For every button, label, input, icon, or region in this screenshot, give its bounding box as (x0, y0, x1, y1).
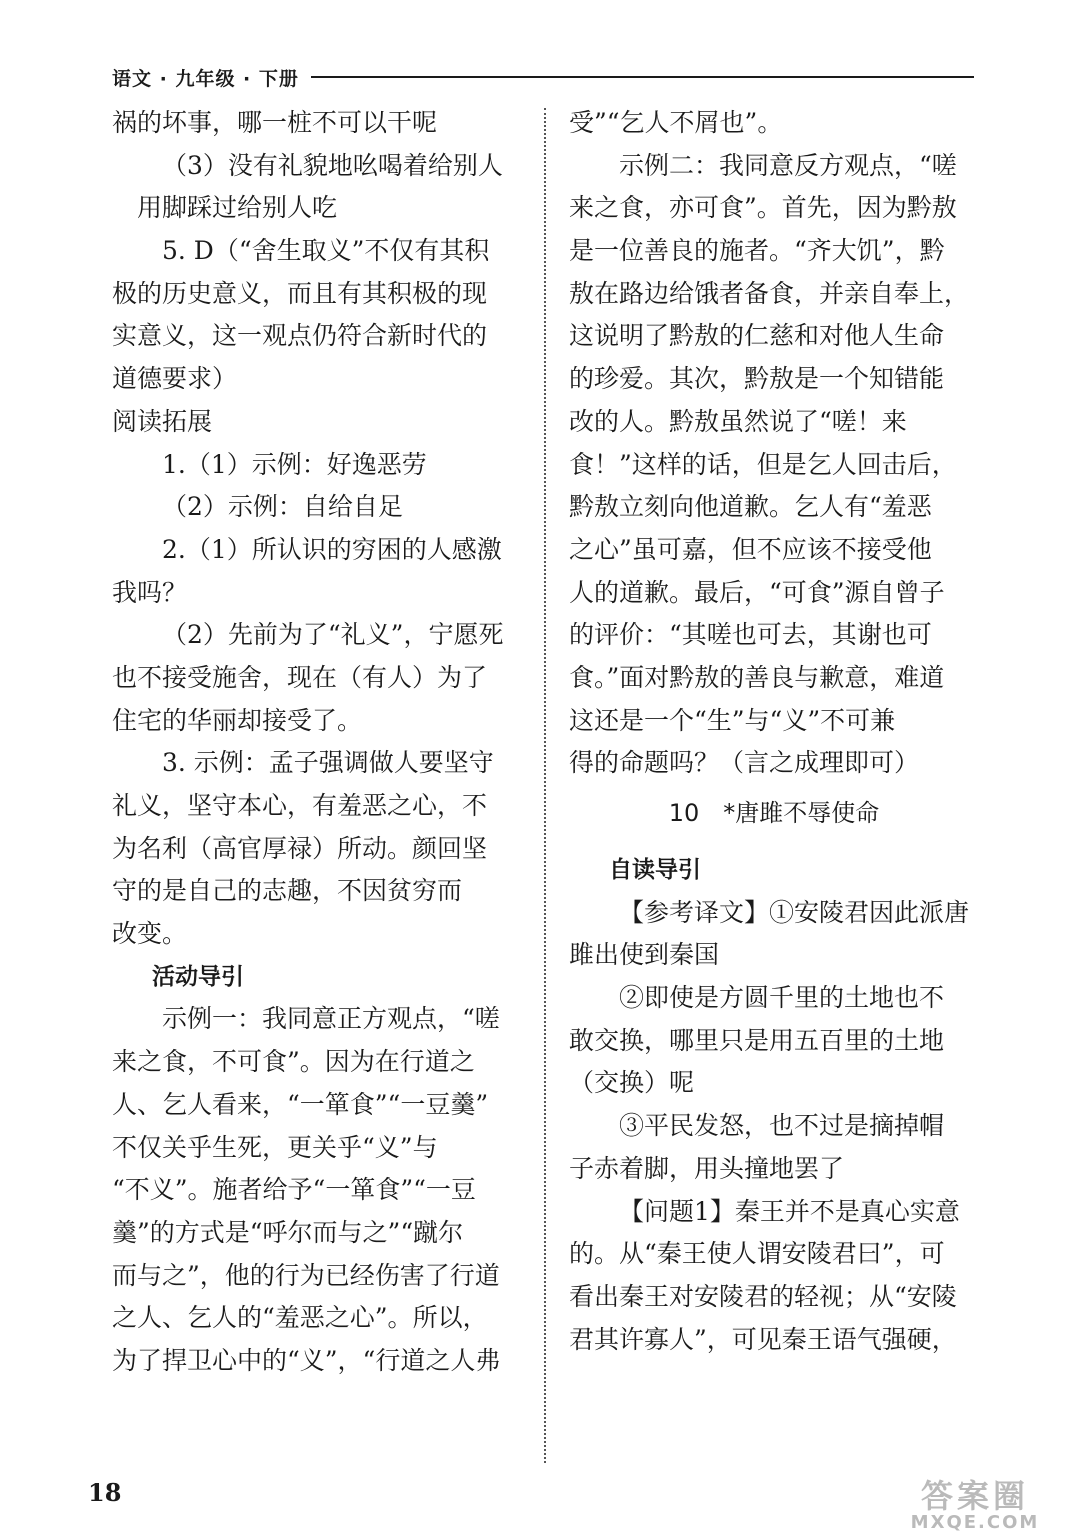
text-line: 【参考译文】①安陵君因此派唐 (619, 897, 970, 927)
text-line: 3. 示例：孟子强调做人要坚守 (162, 748, 494, 778)
text-line: 食。”面对黔敖的善良与歉意，难道 (569, 662, 945, 692)
text-line: 之人、乞人的“羞恶之心”。所以， (112, 1303, 488, 1333)
text-line: 改变。 (112, 919, 188, 949)
text-line: 得的命题吗？（言之成理即可） (569, 748, 920, 778)
text-line: 为了捍卫心中的“义”，“行道之人弗 (112, 1345, 501, 1375)
text-line: 为名利（高官厚禄）所动。颜回坚 (112, 833, 488, 863)
watermark-logo (895, 1478, 1055, 1534)
text-line: 是一位善良的施者。“齐大饥”，黔 (569, 236, 945, 266)
page-number: 18 (88, 1478, 122, 1507)
text-line: 【问题1】秦王并不是真心实意 (619, 1196, 960, 1226)
text-line: 这说明了黔敖的仁慈和对他人生命 (569, 321, 945, 351)
text-line: 敖在路边给饿者备食，并亲自奉上， (569, 278, 970, 308)
text-line: （2）示例：自给自足 (162, 492, 403, 522)
text-line: 来之食，不可食”。因为在行道之 (112, 1047, 475, 1077)
text-line: 示例二：我同意反方观点，“嗟 (619, 150, 957, 180)
text-line: 子赤着脚，用头撞地罢了 (569, 1153, 845, 1183)
text-line: 也不接受施舍，现在（有人）为了 (112, 662, 488, 692)
text-line: 守的是自己的志趣，不因贫穷而 (112, 876, 463, 906)
text-line: 2.（1）所认识的穷困的人感激 (162, 534, 502, 564)
text-line: ③平民发怒，也不过是摘掉帽 (619, 1111, 945, 1141)
right-column (569, 102, 979, 1361)
text-line: “不义”。施者给予“一箪食”“一豆 (112, 1175, 476, 1205)
text-line: （交换）呢 (569, 1068, 695, 1098)
text-line: 改的人。黔敖虽然说了“嗟！来 (569, 406, 907, 436)
text-line: 黔敖立刻向他道歉。乞人有“羞恶 (569, 492, 932, 522)
header-title: 语文 · 九年级 · 下册 (112, 67, 299, 90)
text-line: 敢交换，哪里只是用五百里的土地 (569, 1025, 945, 1055)
text-line: （2）先前为了“礼义”，宁愿死 (162, 620, 504, 650)
text-line: （3）没有礼貌地吆喝着给别人 (162, 150, 503, 180)
section-heading-activity: 活动导引 (152, 963, 244, 990)
text-line: 示例一：我同意正方观点，“嗟 (162, 1004, 500, 1034)
text-line: 我吗？ (112, 577, 188, 607)
text-line: 之心”虽可嘉，但不应该不接受他 (569, 534, 932, 564)
text-line: 用脚踩过给别人吃 (137, 193, 338, 223)
text-line: 5. D（“舍生取义”不仅有其积 (162, 236, 490, 266)
text-line: 受”“乞人不屑也”。 (569, 108, 783, 137)
text-line: 羹”的方式是“呼尔而与之”“蹴尔 (112, 1217, 464, 1247)
text-line: 雎出使到秦国 (569, 940, 720, 970)
text-line: 祸的坏事，哪一桩不可以干呢 (112, 108, 438, 137)
watermark-top: 答案圈 (920, 1477, 1029, 1515)
text-line: 的评价：“其嗟也可去，其谢也可 (569, 620, 932, 650)
text-line: 实意义，这一观点仍符合新时代的 (112, 321, 488, 351)
watermark-bottom: MXQE.COM (910, 1512, 1040, 1533)
chapter-title: 10 *唐雎不辱使命 (668, 799, 880, 827)
text-line: 礼义，坚守本心，有羞恶之心，不 (112, 791, 488, 820)
text-line: 人、乞人看来，“一箪食”“一豆羹” (112, 1089, 489, 1119)
text-line: 君其许寡人”，可见秦王语气强硬， (569, 1324, 957, 1354)
text-line: ②即使是方圆千里的土地也不 (619, 983, 945, 1013)
running-header (112, 62, 974, 92)
text-line: 不仅关乎生死，更关乎“义”与 (112, 1132, 438, 1162)
text-line: 道德要求） (112, 364, 238, 394)
text-line: 人的道歉。最后，“可食”源自曾子 (569, 577, 945, 607)
text-line: 看出秦王对安陵君的轻视；从“安陵 (569, 1281, 957, 1311)
section-heading-self-reading: 自读导引 (609, 857, 701, 883)
section-heading-reading: 阅读拓展 (112, 406, 213, 436)
text-line: 住宅的华丽却接受了。 (112, 705, 363, 735)
left-column (112, 102, 522, 1383)
text-line: 的珍爱。其次，黔敖是一个知错能 (569, 364, 945, 394)
text-line: 极的历史意义，而且有其积极的现 (112, 278, 488, 308)
header-rule (311, 76, 974, 78)
text-line: 这还是一个“生”与“义”不可兼 (569, 705, 896, 735)
text-line: 的。从“秦王使人谓安陵君曰”，可 (569, 1239, 945, 1269)
text-line: 来之食，亦可食”。首先，因为黔敖 (569, 193, 957, 223)
text-line: 而与之”，他的行为已经伤害了行道 (112, 1260, 500, 1290)
column-divider (544, 108, 546, 1463)
text-line: 1.（1）示例：好逸恶劳 (162, 449, 427, 479)
text-line: 食！”这样的话，但是乞人回击后， (569, 449, 957, 479)
